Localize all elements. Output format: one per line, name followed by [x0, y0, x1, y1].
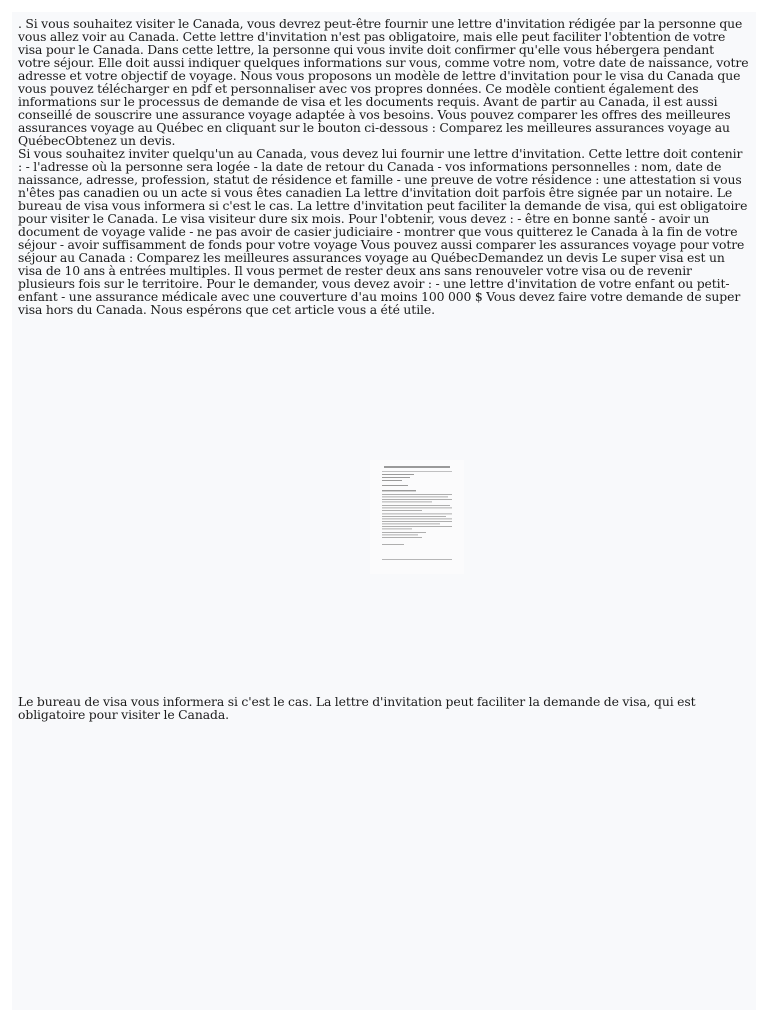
paragraph-visa-office-note: Le bureau de visa vous informera si c'est le cas. La lettre d'invitation peut faciliter la demande de visa, qui est obligatoire pour visiter le Canada.	[18, 694, 696, 722]
letter-document-thumbnail-icon	[370, 460, 464, 574]
paragraph-invitation-details: Si vous souhaitez inviter quelqu'un au Canada, vous devez lui fournir une lettre d'invitation. Cette lettre doit contenir : - l'adresse où la personne sera logée - la date de retour du Canada - vos informations personnelles : nom, date de naissance, adresse, profession, statut de résidence et famille - une preuve de votre résidence : une attestation si vous n'êtes pas canadien ou un acte si vous êtes canadien La lettre d'invitation doit parfois être signée par un notaire. Le bureau de visa vous informera si c'est le cas. La lettre d'invitation peut faciliter la demande de visa, qui est obligatoire pour visiter le Canada. Le visa visiteur dure six mois. Pour l'obtenir, vous devez : - être en bonne santé - avoir un document de voyage valide - ne pas avoir de casier judiciaire - montrer que vous quitterez le Canada à la fin de votre séjour - avoir suffisamment de fonds pour votre voyage Vous pouvez aussi comparer les assurances voyage pour votre séjour au Canada : Comparez les meilleures assurances voyage au QuébecDemandez un devis Le super visa est un visa de 10 ans à entrées multiples. Il vous permet de rester deux ans sans renouveler votre visa ou de revenir plusieurs fois sur le territoire. Pour le demander, vous devez avoir : - une lettre d'invitation de votre enfant ou petit-enfant - une assurance médicale avec une couverture d'au moins 100 000 $ Vous devez faire votre demande de super visa hors du Canada. Nous espérons que cet article vous a été utile.	[18, 146, 748, 317]
document-page	[12, 12, 756, 1010]
paragraph-intro: . Si vous souhaitez visiter le Canada, vous devrez peut-être fournir une lettre d'invitation rédigée par la personne que vous allez voir au Canada. Cette lettre d'invitation n'est pas obligatoire, mais elle peut faciliter l'obtention de votre visa pour le Canada. Dans cette lettre, la personne qui vous invite doit confirmer qu'elle vous hébergera pendant votre séjour. Elle doit aussi indiquer quelques informations sur vous, comme votre nom, votre date de naissance, votre adresse et votre objectif de voyage. Nous vous proposons un modèle de lettre d'invitation pour le visa du Canada que vous pouvez télécharger en pdf et personnaliser avec vos propres données. Ce modèle contient également des informations sur le processus de demande de visa et les documents requis. Avant de partir au Canada, il est aussi conseillé de souscrire une assurance voyage adaptée à vos besoins. Vous pouvez comparer les offres des meilleures assurances voyage au Québec en cliquant sur le bouton ci-dessous : Comparez les meilleures assurances voyage au QuébecObtenez un devis.	[18, 16, 749, 148]
letter-thumbnail-image	[370, 460, 464, 574]
